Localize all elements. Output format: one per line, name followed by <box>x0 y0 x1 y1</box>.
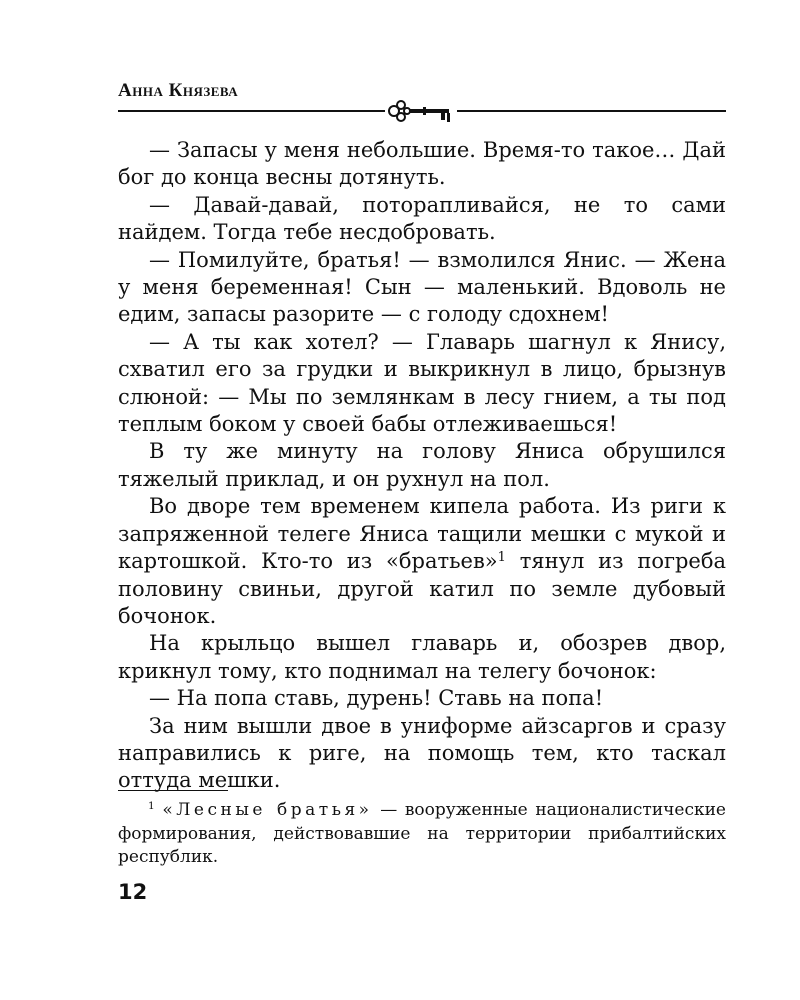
paragraph <box>118 493 726 630</box>
footnote-marker: 1 <box>148 800 155 813</box>
footnote-rule <box>118 790 228 791</box>
footnote <box>118 799 726 870</box>
footnote-text: — вооруженные националистические формирования, действовавшие на территории прибалтийских республик. <box>118 800 726 867</box>
key-ornament-icon <box>385 97 457 127</box>
paragraph: В ту же минуту на голову Яниса обрушился тяжелый приклад, и он рухнул на пол. <box>118 439 726 491</box>
body-text <box>118 137 726 795</box>
paragraph: — Запасы у меня небольшие. Время-то такое… Дай бог до конца весны дотянуть. <box>118 138 726 190</box>
paragraph: — А ты как хотел? — Главарь шагнул к Янису, схватил его за грудки и выкрикнул в лицо, брызнув слюной: — Мы по землянкам в лесу гнием, а ты под теплым боком у своей бабы отлеживаешься! <box>118 329 726 437</box>
paragraph-text: тянул из погреба половину свиньи, другой катил по земле дубовый бочонок. <box>118 549 726 628</box>
paragraph: — Давай-давай, поторапливайся, не то сами найдем. Тогда тебе несдобровать. <box>118 192 726 245</box>
paragraph-text: Во дворе тем временем кипела работа. Из риги к запряженной телеге Яниса тащили мешки с мукой и картошкой. Кто-то из «братьев» <box>118 494 726 574</box>
footnote-term: «Лесные братья» <box>162 800 373 820</box>
footnote-reference[interactable]: 1 <box>497 549 506 565</box>
header-author: Анна Князева <box>118 80 239 101</box>
paragraph: — Помилуйте, братья! — взмолился Янис. — Жена у меня беременная! Сын — маленький. Вдоволь не едим, запасы разорите — с голоду сдохнем! <box>118 247 726 327</box>
paragraph: На крыльцо вышел главарь и, обозрев двор, крикнул тому, кто поднимал на телегу бочонок: <box>118 631 726 683</box>
paragraph: За ним вышли двое в униформе айзсаргов и сразу направились к риге, на помощь тем, кто таскал оттуда мешки. <box>118 713 726 793</box>
paragraph: — На попа ставь, дурень! Ставь на попа! <box>149 686 604 711</box>
page-number: 12 <box>118 880 148 904</box>
